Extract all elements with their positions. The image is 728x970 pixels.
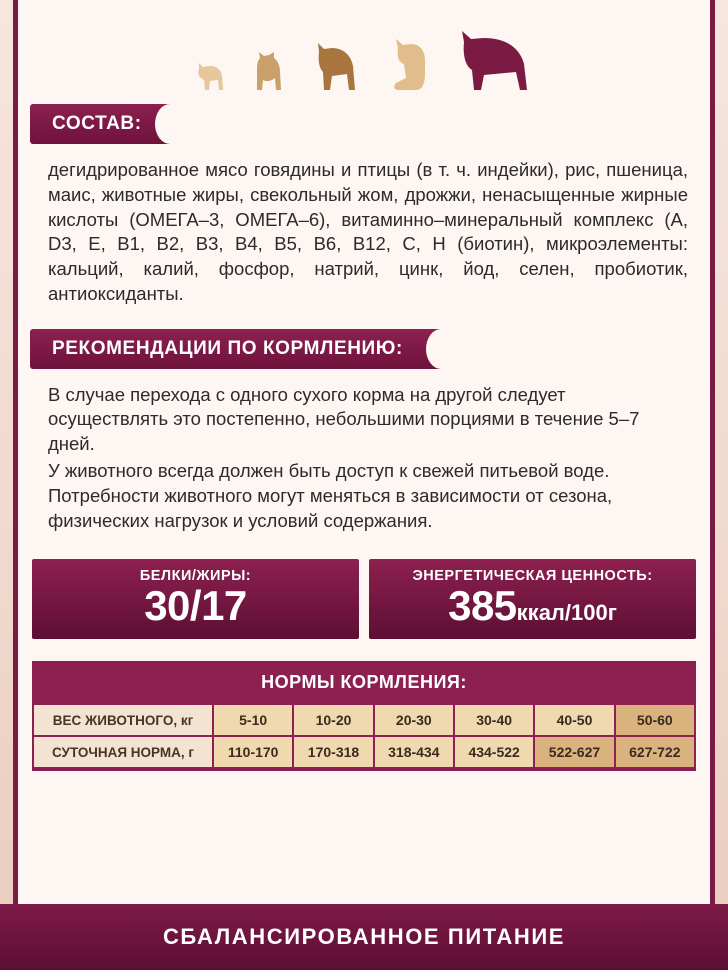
footer-band — [0, 904, 728, 970]
feeding-paragraph-1: В случае перехода с одного сухого корма на другой следует осуществлять это постепенно, небольшими порциями в течение 5–7 дней. — [48, 383, 640, 455]
weight-cell-6: 50-60 — [616, 705, 694, 735]
protein-fat-number: 30/17 — [144, 582, 247, 630]
feeding-paragraph-2: У животного всегда должен быть доступ к свежей питьевой воде. Потребности животного могут меняться в зависимости от сезона, физических нагрузок и условий содержания. — [48, 460, 613, 531]
composition-section — [18, 104, 710, 307]
weight-cell-5: 40-50 — [535, 705, 613, 735]
daily-row-header: СУТОЧНАЯ НОРМА, г — [34, 737, 212, 767]
footer-text: СБАЛАНСИРОВАННОЕ ПИТАНИЕ — [162, 924, 566, 949]
daily-cell-1: 110-170 — [214, 737, 292, 767]
energy-value — [375, 582, 690, 630]
energy-stat-box — [369, 559, 696, 639]
feeding-heading: РЕКОМЕНДАЦИИ ПО КОРМЛЕНИЮ: — [52, 337, 403, 359]
composition-text: дегидрированное мясо говядины и птицы (в т. ч. индейки), рис, пшеница, маис, животные жиры, свекольный жом, дрожжи, ненасыщенные жирные кислоты (ОМЕГА–3, ОМЕГА–6), витаминно–минеральный комплекс (А, D3, Е, В1, В2, В3, В4, В5, В6, В12, С, Н (биотин), микроэлементы: кальций, калий, фосфор, натрий, цинк, йод, селен, пробиотик, антиоксиданты. — [48, 159, 688, 304]
dog-silhouette-large — [454, 28, 536, 94]
feeding-norms-title: НОРМЫ КОРМЛЕНИЯ: — [261, 672, 467, 693]
energy-label: ЭНЕРГЕТИЧЕСКАЯ ЦЕННОСТЬ: — [412, 568, 653, 585]
content-area — [18, 0, 710, 970]
feeding-section — [18, 329, 710, 534]
table-row — [34, 737, 694, 767]
dog-silhouette-medium — [310, 38, 366, 94]
daily-cell-5: 522-627 — [535, 737, 613, 767]
composition-heading: СОСТАВ: — [52, 113, 142, 134]
feeding-norms-table — [32, 703, 696, 769]
weight-cell-2: 10-20 — [294, 705, 372, 735]
table-row — [34, 705, 694, 735]
right-edge-band — [710, 0, 728, 970]
dog-silhouette-small-2 — [248, 50, 292, 94]
daily-cell-4: 434-522 — [455, 737, 533, 767]
daily-cell-3: 318-434 — [375, 737, 453, 767]
energy-unit: ккал/100г — [516, 600, 617, 626]
feeding-heading-ribbon — [30, 329, 455, 369]
protein-fat-value — [38, 582, 353, 630]
dog-silhouette-sitting — [384, 36, 436, 94]
left-edge-band — [0, 0, 18, 970]
feeding-norms-block — [32, 661, 696, 771]
right-edge-stripe — [710, 0, 715, 970]
daily-cell-6: 627-722 — [616, 737, 694, 767]
protein-fat-stat-box — [32, 559, 359, 639]
composition-heading-ribbon — [30, 104, 184, 144]
weight-row-header: ВЕС ЖИВОТНОГО, кг — [34, 705, 212, 735]
feeding-paragraphs — [48, 383, 688, 534]
weight-cell-3: 20-30 — [375, 705, 453, 735]
energy-number: 385 — [448, 582, 517, 630]
dog-silhouette-small-1 — [192, 60, 230, 94]
nutrition-stats-row — [32, 559, 696, 639]
daily-cell-2: 170-318 — [294, 737, 372, 767]
weight-cell-1: 5-10 — [214, 705, 292, 735]
weight-cell-4: 30-40 — [455, 705, 533, 735]
dog-silhouettes-row — [18, 0, 710, 104]
protein-fat-label: БЕЛКИ/ЖИРЫ: — [139, 568, 252, 585]
